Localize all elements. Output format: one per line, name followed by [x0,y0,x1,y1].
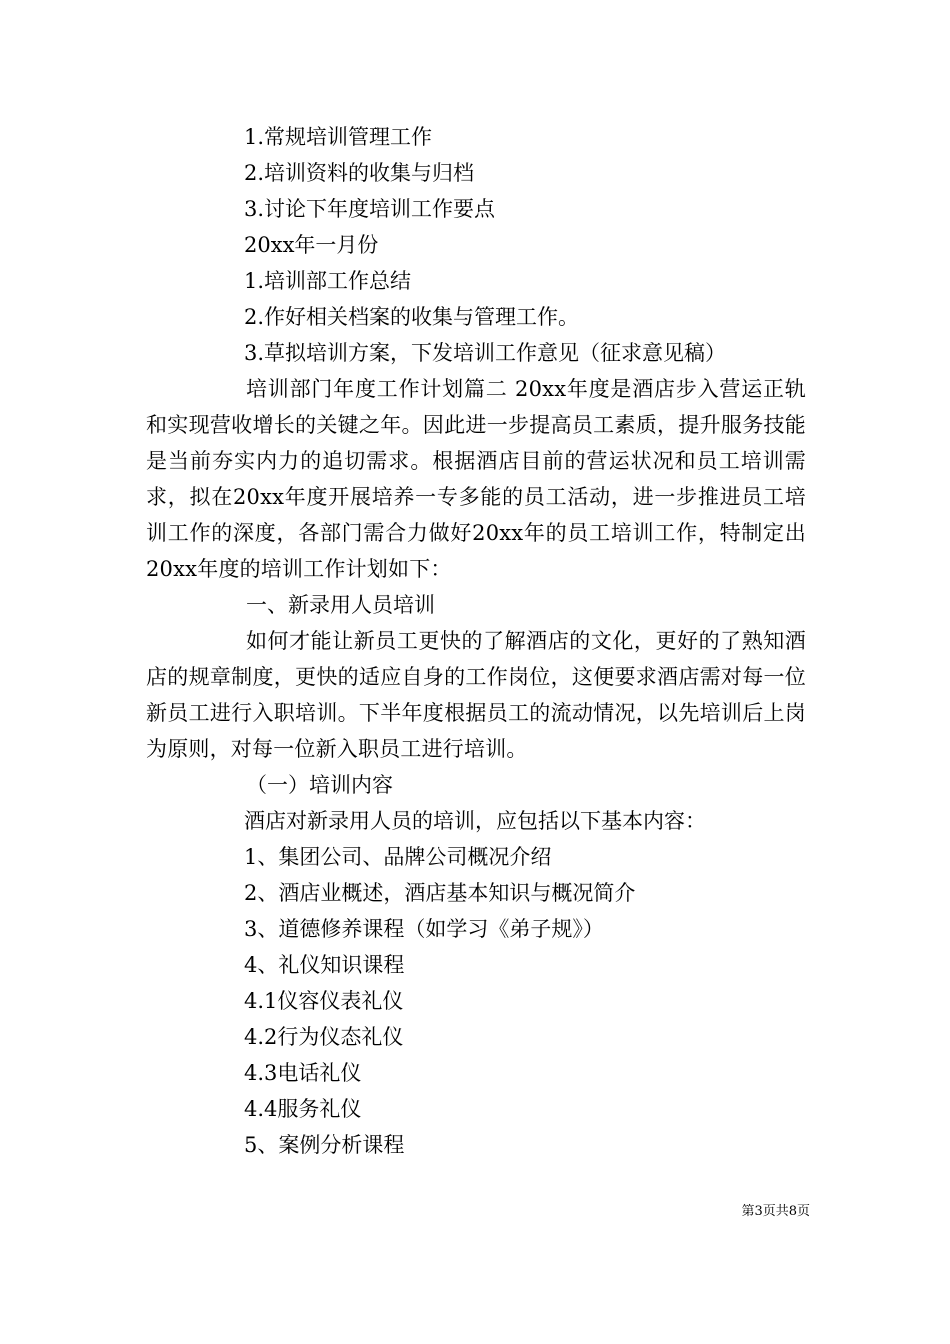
list-item: 4.2行为仪态礼仪 [244,1025,404,1049]
list-item: 4.1仪容仪表礼仪 [244,989,404,1013]
text-line: 1.培训部工作总结 [244,269,412,293]
text-line: 3.草拟培训方案，下发培训工作意见（征求意见稿） [244,341,727,365]
text-line: 2.作好相关档案的收集与管理工作。 [244,305,580,329]
list-item: 4.4服务礼仪 [244,1097,362,1121]
list-item: 2、酒店业概述，酒店基本知识与概况简介 [244,881,636,905]
list-item: 4.3电话礼仪 [244,1061,362,1085]
month-heading: 20xx年一月份 [244,233,379,257]
list-item: 5、案例分析课程 [244,1133,405,1157]
text-line: 1.常规培训管理工作 [244,125,433,149]
subsection-heading: （一）培训内容 [246,773,393,797]
section-heading: 一、新录用人员培训 [246,593,435,617]
document-body [146,119,806,1163]
page-number: 第3页共8页 [741,1204,810,1219]
text-line: 2.培训资料的收集与归档 [244,161,475,185]
list-item: 4、礼仪知识课程 [244,953,405,977]
text-line: 酒店对新录用人员的培训，应包括以下基本内容： [244,809,706,833]
paragraph-new-staff: 如何才能让新员工更快的了解酒店的文化，更好的了熟知酒店的规章制度，更快的适应自身的工作岗位，这便要求酒店需对每一位新员工进行入职培训。下半年度根据员工的流动情况，以先培训后上岗为原则，对每一位新入职员工进行培训。 [146,629,806,761]
list-item: 3、道德修养课程（如学习《弟子规》） [244,917,604,941]
paragraph-intro: 培训部门年度工作计划篇二 20xx年度是酒店步入营运正轨和实现营收增长的关键之年。因此进一步提高员工素质，提升服务技能是当前夯实内力的追切需求。根据酒店目前的营运状况和员工培训需求，拟在20xx年度开展培养一专多能的员工活动，进一步推进员工培训工作的深度，各部门需合力做好20xx年的员工培训工作，特制定出20xx年度的培训工作计划如下： [146,377,806,581]
list-item: 1、集团公司、品牌公司概况介绍 [244,845,552,869]
text-line: 3.讨论下年度培训工作要点 [244,197,496,221]
